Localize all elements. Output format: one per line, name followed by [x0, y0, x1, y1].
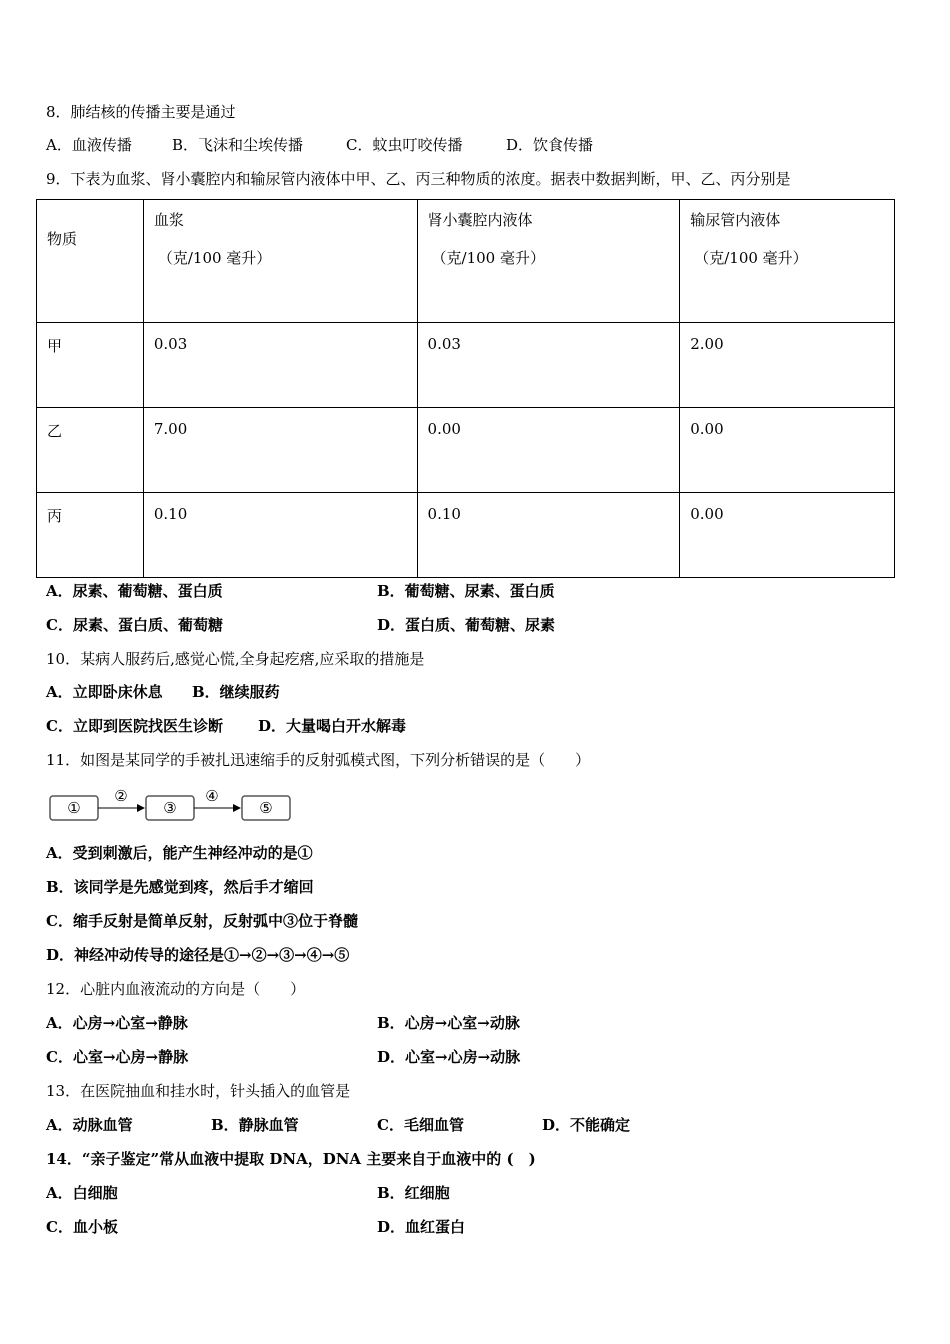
reflex-arc-diagram: [48, 788, 308, 828]
q11-option-c: C．缩手反射是简单反射，反射弧中③位于脊髓: [46, 912, 358, 930]
q10-option-d: D．大量喝白开水解毒: [258, 717, 407, 735]
q8-option-c: C．蚊虫叮咬传播: [346, 136, 463, 154]
q12-stem: 12．心脏内血液流动的方向是（ ）: [46, 980, 306, 998]
q12-option-a: A．心房→心室→静脉: [46, 1014, 188, 1032]
row-label: 丙: [47, 507, 63, 525]
q10-option-c: C．立即到医院找医生诊断: [46, 717, 223, 735]
q11-option-a: A．受到刺激后，能产生神经冲动的是①: [46, 844, 313, 862]
table-row: [37, 493, 895, 578]
header-plasma-unit: （克/100 毫升）: [157, 249, 272, 267]
q8-option-d: D．饮食传播: [506, 136, 594, 154]
table-row: [37, 408, 895, 493]
header-capsule: 肾小囊腔内液体: [427, 211, 533, 229]
q9-option-b: B．葡萄糖、尿素、蛋白质: [377, 582, 555, 600]
q10-option-a: A．立即卧床休息: [46, 683, 163, 701]
table-cell: 0.00: [427, 420, 461, 438]
q13-option-a: A．动脉血管: [46, 1116, 133, 1134]
q11-option-d: D．神经冲动传导的途径是①→②→③→④→⑤: [46, 946, 350, 964]
header-ureter: 输尿管内液体: [690, 211, 781, 229]
q11-option-b: B．该同学是先感觉到疼，然后手才缩回: [46, 878, 314, 896]
q12-option-d: D．心室→心房→动脉: [377, 1048, 521, 1066]
header-plasma: 血浆: [153, 211, 184, 229]
q10-option-b: B．继续服药: [192, 683, 280, 701]
q12-option-c: C．心室→心房→静脉: [46, 1048, 189, 1066]
table-header-row: [37, 200, 895, 323]
table-cell: 7.00: [153, 420, 188, 438]
table-row: [37, 323, 895, 408]
row-label: 甲: [47, 337, 63, 355]
table-cell: 2.00: [690, 335, 724, 353]
table-cell: 0.00: [690, 505, 724, 523]
table-cell: 0.10: [427, 505, 461, 523]
header-substance: 物质: [47, 230, 78, 248]
q8-option-b: B．飞沫和尘埃传播: [172, 136, 304, 154]
table-cell: 0.00: [690, 420, 724, 438]
table-cell: 0.10: [153, 505, 188, 523]
q8-option-a: A．血液传播: [46, 136, 132, 154]
node-5-label: ⑤: [259, 799, 273, 817]
table-cell: 0.03: [153, 335, 188, 353]
header-capsule-unit: （克/100 毫升）: [431, 249, 545, 267]
q10-stem: 10．某病人服药后,感觉心慌,全身起疙瘩,应采取的措施是: [46, 650, 425, 668]
q9-option-d: D．蛋白质、葡萄糖、尿素: [377, 616, 556, 634]
table-cell: 0.03: [427, 335, 461, 353]
node-3-label: ③: [163, 799, 177, 817]
q12-option-b: B．心房→心室→动脉: [377, 1014, 520, 1032]
q11-stem: 11．如图是某同学的手被扎迅速缩手的反射弧模式图，下列分析错误的是（ ）: [46, 751, 591, 769]
header-ureter-unit: （克/100 毫升）: [694, 249, 808, 267]
q14-option-d: D．血红蛋白: [377, 1218, 466, 1236]
node-2-label: ②: [114, 788, 128, 805]
q14-option-a: A．白细胞: [46, 1184, 118, 1202]
row-label: 乙: [47, 422, 63, 440]
q14-stem: 14．“亲子鉴定”常从血液中提取 DNA，DNA 主要来自于血液中的 ( ): [46, 1150, 536, 1168]
q9-option-a: A．尿素、葡萄糖、蛋白质: [46, 582, 223, 600]
q13-option-c: C．毛细血管: [377, 1116, 464, 1134]
q9-stem: 9．下表为血浆、肾小囊腔内和输尿管内液体中甲、乙、丙三种物质的浓度。据表中数据判断，甲、乙、丙分别是: [46, 170, 791, 188]
q8-stem: 8．肺结核的传播主要是通过: [46, 103, 236, 121]
q13-stem: 13．在医院抽血和挂水时，针头插入的血管是: [46, 1082, 351, 1100]
q9-option-c: C．尿素、蛋白质、葡萄糖: [46, 616, 223, 634]
concentration-table: [36, 199, 895, 578]
q13-option-b: B．静脉血管: [211, 1116, 299, 1134]
q14-option-c: C．血小板: [46, 1218, 118, 1236]
node-4-label: ④: [205, 788, 219, 805]
node-1-label: ①: [67, 799, 81, 817]
q13-option-d: D．不能确定: [542, 1116, 631, 1134]
q14-option-b: B．红细胞: [377, 1184, 450, 1202]
